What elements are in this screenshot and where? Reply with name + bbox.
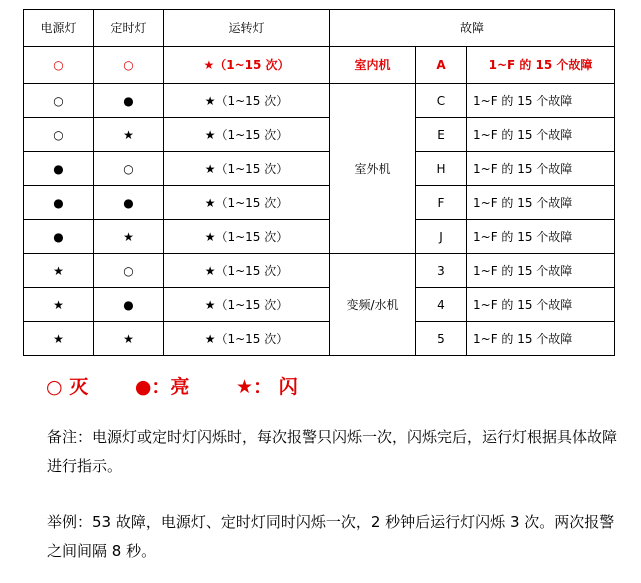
cell-run: ★（1~15 次） xyxy=(164,220,330,254)
cell-power: ★ xyxy=(24,254,94,288)
header-timer-light: 定时灯 xyxy=(94,10,164,47)
cell-desc: 1~F 的 15 个故障 xyxy=(467,254,615,288)
cell-run: ★（1~15 次） xyxy=(164,84,330,118)
cell-run: ★（1~15 次） xyxy=(164,118,330,152)
table-row xyxy=(24,322,615,356)
table-row xyxy=(24,220,615,254)
cell-desc: 1~F 的 15 个故障 xyxy=(467,47,615,84)
table-row xyxy=(24,288,615,322)
cell-power: ○ xyxy=(24,47,94,84)
header-run-light: 运转灯 xyxy=(164,10,330,47)
cell-desc: 1~F 的 15 个故障 xyxy=(467,186,615,220)
table-row xyxy=(24,186,615,220)
cell-power: ● xyxy=(24,152,94,186)
cell-desc: 1~F 的 15 个故障 xyxy=(467,322,615,356)
cell-run: ★（1~15 次） xyxy=(164,47,330,84)
example-note: 举例：53 故障，电源灯、定时灯同时闪烁一次，2 秒钟后运行灯闪烁 3 次。两次报警之间间隔 8 秒。 xyxy=(47,513,615,560)
cell-power: ○ xyxy=(24,118,94,152)
cell-desc: 1~F 的 15 个故障 xyxy=(467,152,615,186)
cell-run: ★（1~15 次） xyxy=(164,322,330,356)
table-row xyxy=(24,254,615,288)
cell-code: C xyxy=(416,84,467,118)
legend-on: ●：亮 xyxy=(134,376,190,398)
cell-timer: ● xyxy=(94,84,164,118)
cell-unit: 室内机 xyxy=(330,47,416,84)
cell-run: ★（1~15 次） xyxy=(164,186,330,220)
cell-unit-inverter: 变频/水机 xyxy=(330,254,416,356)
cell-timer: ★ xyxy=(94,322,164,356)
cell-code: 4 xyxy=(416,288,467,322)
cell-timer: ● xyxy=(94,186,164,220)
cell-run: ★（1~15 次） xyxy=(164,254,330,288)
cell-power: ○ xyxy=(24,84,94,118)
cell-desc: 1~F 的 15 个故障 xyxy=(467,288,615,322)
cell-code: 3 xyxy=(416,254,467,288)
cell-run: ★（1~15 次） xyxy=(164,288,330,322)
table-row xyxy=(24,118,615,152)
cell-power: ● xyxy=(24,186,94,220)
cell-timer: ★ xyxy=(94,118,164,152)
cell-code: F xyxy=(416,186,467,220)
cell-code: E xyxy=(416,118,467,152)
table-row xyxy=(24,152,615,186)
cell-code: J xyxy=(416,220,467,254)
legend-flash: ★： 闪 xyxy=(236,376,298,398)
cell-timer: ★ xyxy=(94,220,164,254)
cell-code: H xyxy=(416,152,467,186)
remark-note: 备注：电源灯或定时灯闪烁时，每次报警只闪烁一次，闪烁完后，运行灯根据具体故障进行指示。 xyxy=(47,428,618,475)
cell-desc: 1~F 的 15 个故障 xyxy=(467,84,615,118)
header-row xyxy=(24,10,615,47)
header-power-light: 电源灯 xyxy=(24,10,94,47)
cell-unit-outdoor: 室外机 xyxy=(330,84,416,254)
cell-timer: ○ xyxy=(94,254,164,288)
cell-code: A xyxy=(416,47,467,84)
legend-off: ○ 灭 xyxy=(46,376,89,398)
fault-code-table xyxy=(23,9,615,356)
table-row xyxy=(24,84,615,118)
cell-desc: 1~F 的 15 个故障 xyxy=(467,220,615,254)
cell-power: ● xyxy=(24,220,94,254)
cell-run: ★（1~15 次） xyxy=(164,152,330,186)
cell-timer: ○ xyxy=(94,152,164,186)
cell-power: ★ xyxy=(24,322,94,356)
cell-desc: 1~F 的 15 个故障 xyxy=(467,118,615,152)
header-fault: 故障 xyxy=(330,10,615,47)
cell-timer: ○ xyxy=(94,47,164,84)
cell-timer: ● xyxy=(94,288,164,322)
legend xyxy=(46,372,338,399)
cell-code: 5 xyxy=(416,322,467,356)
table-row-indoor xyxy=(24,47,615,84)
cell-power: ★ xyxy=(24,288,94,322)
